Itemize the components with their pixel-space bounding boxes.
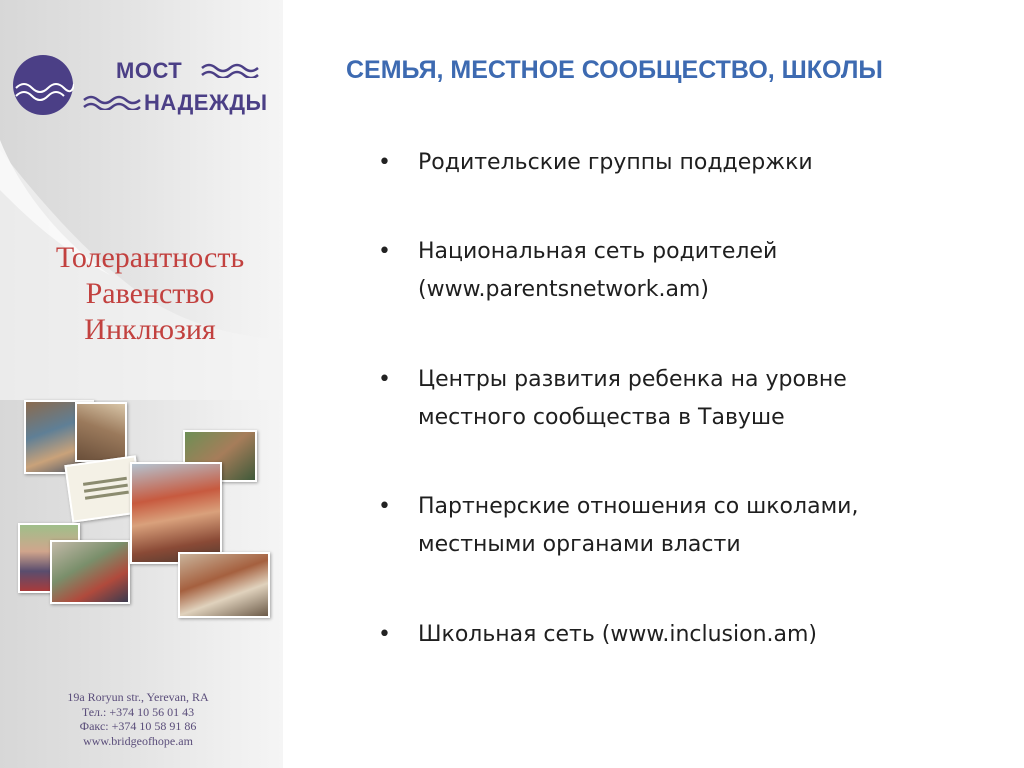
contact-fax: Факс: +374 10 58 91 86: [79, 719, 197, 733]
bullet-text: местного сообщества в Тавуше: [418, 405, 785, 430]
bullet-text: местными органами власти: [418, 532, 741, 557]
bullet-text: Партнерские отношения со школами,: [418, 494, 859, 519]
bullet-text: Родительские группы поддержки: [418, 150, 813, 175]
motto-line: Толерантность: [55, 241, 245, 274]
logo-text-line1: МОСТ: [116, 58, 183, 83]
bullet-text: (www.parentsnetwork.am): [418, 277, 709, 302]
contact-address: 19a Roryun str., Yerevan, RA: [67, 690, 209, 704]
bullet-icon: •: [378, 150, 391, 175]
bullet-icon: •: [378, 494, 391, 519]
bullet-text: Центры развития ребенка на уровне: [418, 367, 847, 392]
bullet-icon: •: [378, 367, 391, 392]
bullet-icon: •: [378, 239, 391, 264]
motto-line: Инклюзия: [84, 313, 216, 346]
logo-text-line2: НАДЕЖДЫ: [144, 90, 268, 115]
bullet-icon: •: [378, 622, 391, 647]
motto-line: Равенство: [85, 277, 215, 310]
bullet-text: Школьная сеть (www.inclusion.am): [418, 622, 818, 647]
contact-website: www.bridgeofhope.am: [83, 733, 193, 748]
contact-phone: Тел.: +374 10 56 01 43: [81, 704, 195, 719]
bullet-text: Национальная сеть родителей: [418, 239, 778, 264]
slide-title: СЕМЬЯ, МЕСТНОЕ СООБЩЕСТВО, ШКОЛЫ: [346, 56, 883, 84]
